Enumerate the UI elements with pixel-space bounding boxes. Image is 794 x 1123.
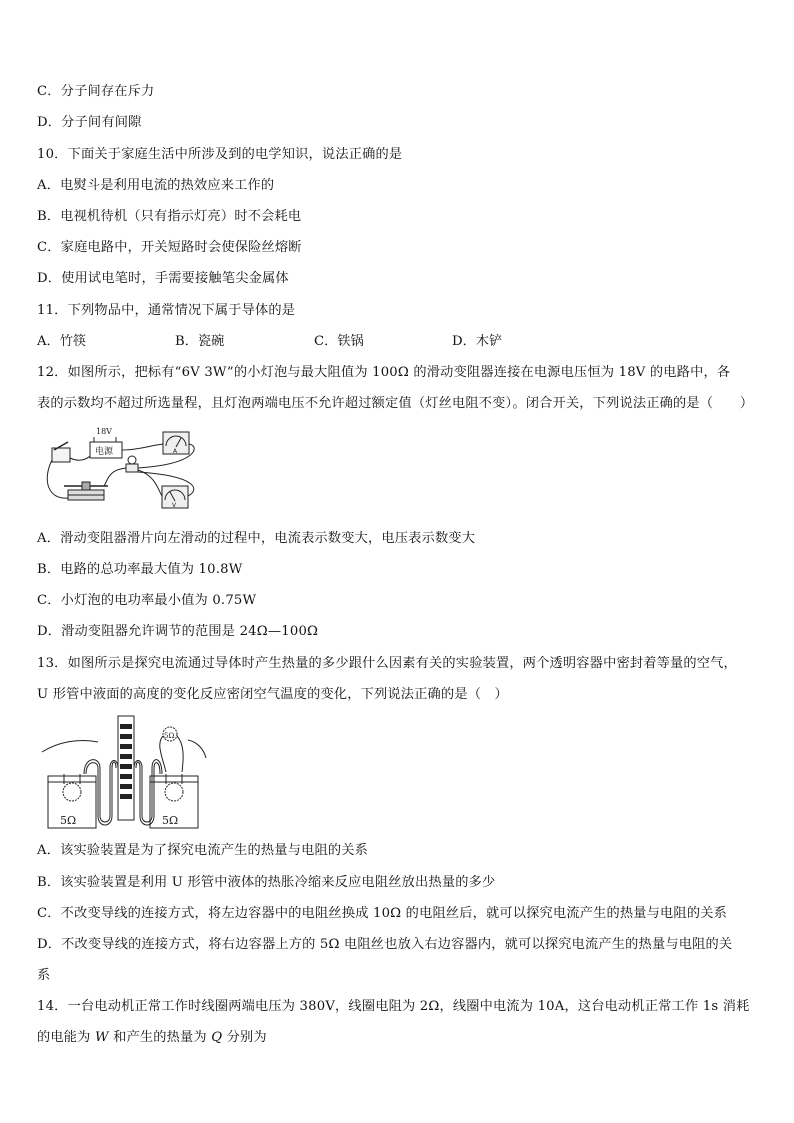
q12-option-b: B．电路的总功率最大值为 10.8W [37, 562, 243, 577]
q13-stem-line2: U 形管中液面的高度的变化反应密闭空气温度的变化，下列说法正确的是（ ） [37, 687, 508, 702]
q11-option-d: D．木铲 [452, 334, 503, 349]
q13-option-a: A．该实验装置是为了探究电流产生的热量与电阻的关系 [37, 843, 369, 858]
q14-stem-line1: 14．一台电动机正常工作时线圈两端电压为 380V，线圈电阻为 2Ω，线圈中电流为 10A，这台电动机正常工作 1s 消耗 [37, 999, 750, 1014]
q13-apparatus-figure [38, 712, 208, 832]
q9-option-c: C．分子间存在斥力 [37, 84, 155, 99]
q14-symbol-w: W [94, 1030, 109, 1045]
q9-option-d: D．分子间有间隙 [37, 115, 142, 130]
q13-option-b: B．该实验装置是利用 U 形管中液体的热胀冷缩来反应电阻丝放出热量的多少 [37, 875, 496, 890]
q12-option-d: D．滑动变阻器允许调节的范围是 24Ω—100Ω [37, 624, 319, 639]
lamp-holder [126, 464, 138, 472]
q12-option-c: C．小灯泡的电功率最小值为 0.75W [37, 593, 257, 608]
q11-stem: 11．下列物品中，通常情况下属于导体的是 [37, 303, 296, 318]
top-resistor-label: 5Ω [164, 732, 175, 740]
q13-option-d-line2: 系 [37, 968, 51, 983]
rheostat-slider [82, 482, 90, 490]
q10-stem: 10．下面关于家庭生活中所涉及到的电学知识，说法正确的是 [37, 147, 403, 162]
q14-text-part1: 的电能为 [37, 1030, 95, 1045]
q13-option-c: C．不改变导线的连接方式，将左边容器中的电阻丝换成 10Ω 的电阻丝后，就可以探究电流产生的热量与电阻的关系 [37, 906, 727, 921]
lamp-bulb [128, 456, 136, 464]
q10-option-d: D．使用试电笔时，手需要接触笔尖金属体 [37, 271, 289, 286]
q12-stem-line2: 表的示数均不超过所选量程，且灯泡两端电压不允许超过额定值（灯丝电阻不变）。闭合开关，下列说法正确的是（ ） [37, 396, 754, 411]
voltage-label: 18V [96, 427, 112, 436]
q10-option-c: C．家庭电路中，开关短路时会使保险丝熔断 [37, 240, 302, 255]
right-resistor-label: 5Ω [162, 814, 179, 827]
q10-option-b: B．电视机待机（只有指示灯亮）时不会耗电 [37, 209, 302, 224]
q11-option-a: A．竹筷 [37, 334, 87, 349]
q10-option-a: A．电熨斗是利用电流的热效应来工作的 [37, 178, 275, 193]
q14-text-part3: 分别为 [222, 1030, 267, 1045]
q12-option-a: A．滑动变阻器滑片向左滑动的过程中，电流表示数变大，电压表示数变大 [37, 531, 476, 546]
q13-stem-line1: 13．如图所示是探究电流通过导体时产生热量的多少跟什么因素有关的实验装置，两个透明容器中密封着等量的空气， [37, 656, 737, 671]
q14-symbol-q: Q [211, 1030, 223, 1045]
power-supply-label: 电源 [95, 447, 114, 457]
q14-stem-line2 [37, 1028, 267, 1048]
left-resistor-label: 5Ω [60, 814, 77, 827]
q12-circuit-figure [38, 420, 228, 520]
voltmeter-label: V [172, 502, 177, 509]
q11-option-c: C．铁锅 [314, 334, 364, 349]
q11-option-b: B．瓷碗 [175, 334, 225, 349]
ammeter-label: A [173, 448, 178, 455]
q14-text-part2: 和产生的热量为 [108, 1030, 212, 1045]
q13-option-d-line1: D．不改变导线的连接方式，将右边容器上方的 5Ω 电阻丝也放入右边容器内，就可以探究电流产生的热量与电阻的关 [37, 937, 733, 952]
q12-stem-line1: 12．如图所示，把标有“6V 3W”的小灯泡与最大阻值为 100Ω 的滑动变阻器连接在电源电压恒为 18V 的电路中，各 [37, 365, 731, 380]
